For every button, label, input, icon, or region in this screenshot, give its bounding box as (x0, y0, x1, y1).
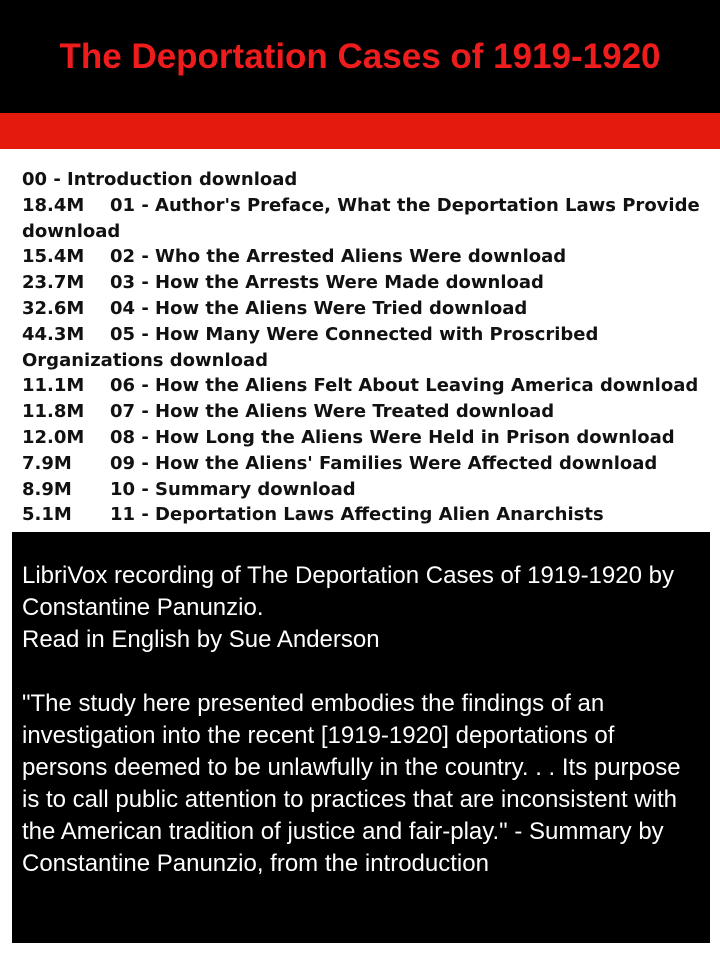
track-size: 7.9M (22, 452, 72, 474)
track-title: 02 - Who the Arrested Aliens Were (110, 246, 462, 268)
track-title: 08 - How Long the Aliens Were Held in Prison (110, 426, 571, 448)
track-size: 15.4M (22, 246, 85, 268)
download-link[interactable]: download (599, 375, 699, 397)
page-title: The Deportation Cases of 1919-1920 (59, 37, 661, 76)
track-size: 8.9M (22, 478, 72, 500)
track-title: 06 - How the Aliens Felt About Leaving America (110, 375, 594, 397)
description-box (12, 532, 710, 943)
track-size: 11.8M (22, 401, 85, 423)
track-size: 12.0M (22, 426, 85, 448)
track-item (22, 296, 712, 322)
track-size: 44.3M (22, 323, 85, 345)
track-item (22, 451, 712, 477)
track-item (22, 502, 712, 528)
track-title: 03 - How the Arrests Were Made (110, 272, 440, 294)
download-link[interactable]: download (22, 220, 121, 242)
track-item (22, 193, 712, 245)
track-item (22, 477, 712, 503)
summary-text: "The study here presented embodies the findings of an investigation into the recent [1919-1920] deportations of persons deemed to be unlawfully in the country. . . Its purpose is to call public attention to practices that are inconsistent with the American tradition of justice and fair-play." - Summary by Constantine Panunzio, from the introduction (22, 690, 681, 877)
track-item (22, 270, 712, 296)
track-size: 5.1M (22, 504, 72, 526)
description-text (22, 560, 692, 880)
track-title: 07 - How the Aliens Were Treated (110, 401, 450, 423)
track-item (22, 425, 712, 451)
track-title: 00 - Introduction (22, 169, 193, 190)
track-title: 11 - Deportation Laws Affecting Alien Anarchists (110, 504, 604, 526)
paragraph-gap (22, 656, 692, 688)
download-link[interactable]: download (169, 349, 269, 371)
red-divider-bar (0, 113, 720, 149)
download-link[interactable]: download (429, 297, 528, 319)
download-link[interactable]: download (467, 246, 567, 268)
track-title: 04 - How the Aliens Were Tried (110, 297, 423, 319)
track-item (22, 373, 712, 399)
recording-line: LibriVox recording of The Deportation Cases of 1919-1920 by Constantine Panunzio. (22, 562, 674, 621)
download-link[interactable]: download (445, 272, 544, 294)
reader-line: Read in English by Sue Anderson (22, 626, 380, 653)
download-link[interactable]: download (257, 478, 356, 500)
download-link[interactable]: download (199, 169, 298, 190)
track-item (22, 399, 712, 425)
track-list (22, 167, 712, 528)
track-size: 18.4M (22, 194, 85, 216)
track-title: 01 - Author's Preface, What the Deportation Laws Provide (110, 194, 700, 216)
header (0, 0, 720, 113)
track-title: 09 - How the Aliens' Families Were Affected (110, 452, 553, 474)
track-size: 32.6M (22, 297, 85, 319)
track-size: 11.1M (22, 375, 85, 397)
download-link[interactable]: download (576, 426, 675, 448)
track-title: 10 - Summary (110, 478, 252, 500)
track-item (22, 244, 712, 270)
download-link[interactable]: download (559, 452, 658, 474)
track-size: 23.7M (22, 272, 85, 294)
track-item (22, 167, 712, 193)
track-item (22, 322, 712, 374)
track-title: 05 - How Many Were Connected with Proscribed Organizations (22, 323, 599, 371)
download-link[interactable]: download (455, 401, 555, 423)
